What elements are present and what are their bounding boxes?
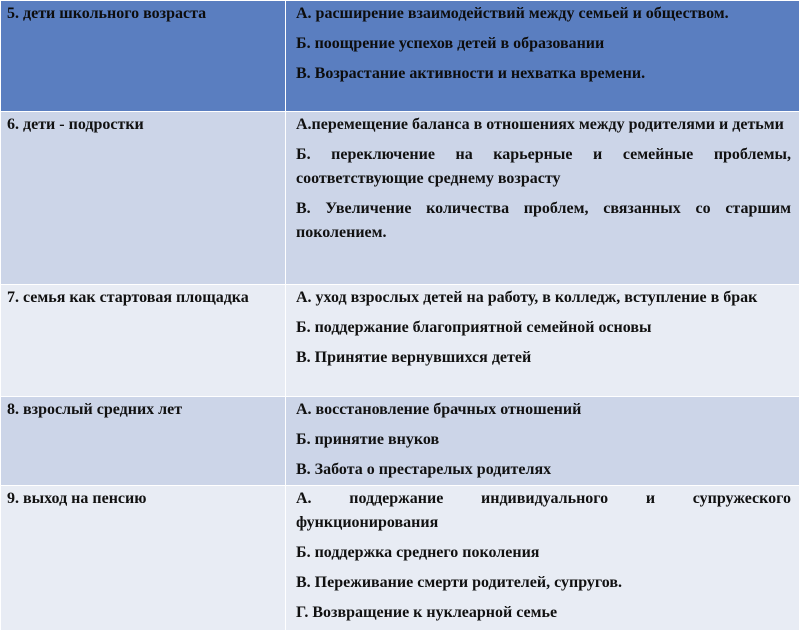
tasks-cell — [286, 486, 800, 631]
table-row — [1, 112, 800, 285]
task-item: Б. поддержка среднего поколения — [296, 544, 540, 561]
task-item: В. Переживание смерти родителей, супругов. — [296, 574, 622, 591]
task-item: А. поддержание индивидуального и супружеского функционирования — [296, 490, 791, 531]
task-item: Б. переключение на карьерные и семейные проблемы, соответствующие среднему возрасту — [296, 146, 791, 187]
task-item: Б. принятие внуков — [296, 431, 440, 448]
stage-cell: 8. взрослый средних лет — [1, 397, 286, 486]
stage-cell: 9. выход на пенсию — [1, 486, 286, 631]
tasks-cell — [286, 112, 800, 285]
task-item: В. Забота о престарелых родителях — [296, 461, 552, 478]
table-row — [1, 486, 800, 631]
task-item: А. расширение взаимодействий между семьей и обществом. — [296, 5, 729, 22]
stage-cell: 5. дети школьного возраста — [1, 1, 286, 112]
stage-cell: 6. дети - подростки — [1, 112, 286, 285]
table-row — [1, 285, 800, 397]
task-item: В. Принятие вернувшихся детей — [296, 349, 532, 366]
task-item: А.перемещение баланса в отношениях между родителями и детьми — [296, 116, 784, 133]
task-item: Б. поощрение успехов детей в образовании — [296, 35, 605, 52]
task-item: Б. поддержание благоприятной семейной основы — [296, 319, 652, 336]
task-item: Г. Возвращение к нуклеарной семье — [296, 604, 558, 621]
stage-cell: 7. семья как стартовая площадка — [1, 285, 286, 397]
task-item: В. Увеличение количества проблем, связанных со старшим поколением. — [296, 200, 791, 241]
task-item: В. Возрастание активности и нехватка времени. — [296, 65, 646, 82]
tasks-cell — [286, 1, 800, 112]
task-item: А. уход взрослых детей на работу, в колледж, вступление в брак — [296, 289, 758, 306]
table-row — [1, 397, 800, 486]
task-item: А. восстановление брачных отношений — [296, 401, 582, 418]
table-row — [1, 1, 800, 112]
tasks-cell — [286, 397, 800, 486]
tasks-cell — [286, 285, 800, 397]
